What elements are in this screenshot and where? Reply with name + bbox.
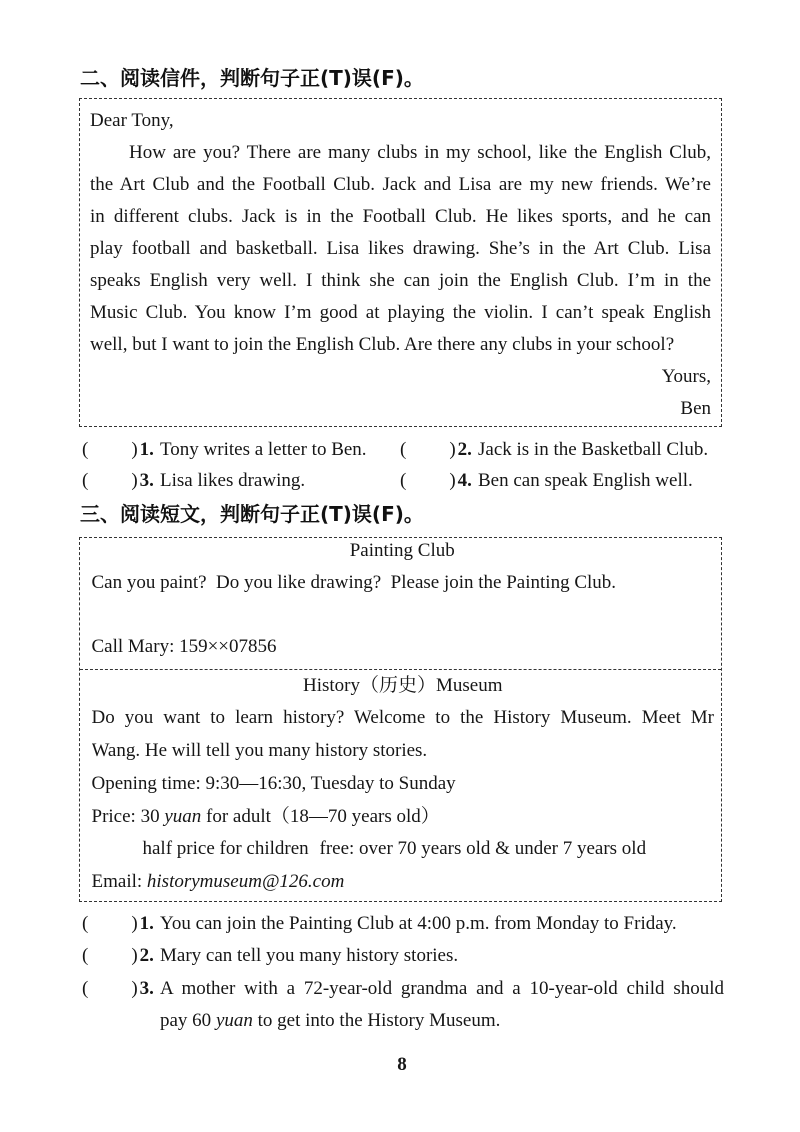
question-item [82, 434, 400, 465]
email-label: Email: [91, 871, 147, 893]
free-admission: free: over 70 years old & under 7 years old [319, 838, 647, 860]
history-museum-title: History（历史）Museum [302, 674, 503, 696]
section2-questions [82, 434, 727, 496]
history-museum-discounts [92, 833, 715, 866]
question-number: 1. [139, 913, 154, 934]
paren-open: ( [82, 913, 89, 934]
question-text-currency: yuan [215, 1009, 253, 1031]
history-museum-intro: Do you want to learn history? Welcome to the History Museum. Meet Mr [91, 707, 714, 729]
paren-close: ) [131, 977, 138, 999]
question-text-prefix: pay 60 [160, 1009, 216, 1031]
letter-signature: Ben [680, 398, 711, 419]
question-text-line: A mother with a 72-year-old grandma and a 10-year-old child should [160, 977, 724, 999]
letter-line: play football and basketball. Lisa likes drawing. She’s in the Art Club. Lisa [90, 238, 711, 259]
question-number: 3. [139, 977, 154, 999]
answer-space[interactable] [88, 940, 131, 972]
letter-line: How are you? There are many clubs in my school, like the English Club, [129, 142, 711, 163]
letter-box [79, 98, 722, 427]
question-text: Tony writes a letter to Ben. [160, 439, 367, 460]
paren-open: ( [400, 470, 407, 491]
question-item [400, 434, 708, 465]
email-address: historymuseum@126.com [146, 871, 345, 893]
question-item [82, 465, 400, 496]
paren-close: ) [449, 439, 456, 460]
price-currency: yuan [164, 805, 202, 827]
question-text: Ben can speak English well. [478, 470, 693, 491]
notice-box [79, 537, 722, 902]
paren-close: ) [131, 439, 138, 460]
question-row [82, 434, 727, 465]
paren-open: ( [82, 977, 89, 999]
answer-blank[interactable] [82, 465, 160, 496]
question-text-suffix: to get into the History Museum. [252, 1009, 501, 1031]
answer-space[interactable] [88, 908, 131, 940]
paren-open: ( [400, 439, 407, 460]
letter-line: speaks English very well. I think she can join the English Club. I’m in the [90, 270, 711, 291]
question-item [400, 465, 693, 496]
question-number: 2. [139, 945, 154, 967]
question-text-line [160, 1005, 724, 1037]
history-museum-notice [80, 669, 721, 900]
question-number: 3. [139, 470, 154, 491]
history-museum-intro: Wang. He will tell you many history stories. [91, 740, 428, 762]
answer-blank[interactable] [82, 940, 160, 972]
paren-open: ( [82, 945, 89, 967]
section2-title: 二、阅读信件，判断句子正(T)误(F)。 [80, 66, 424, 90]
question-number: 4. [457, 470, 472, 491]
question-text [160, 973, 724, 1038]
price-prefix: Price: 30 [91, 805, 165, 827]
question-item [82, 908, 724, 940]
answer-space[interactable] [88, 465, 131, 496]
question-item [82, 973, 724, 1038]
children-price: half price for children [142, 838, 309, 860]
painting-club-contact: Call Mary: 159××07856 [91, 636, 277, 657]
question-text: Lisa likes drawing. [160, 470, 306, 491]
paren-open: ( [82, 470, 89, 491]
painting-club-intro: Can you paint? Do you like drawing? Please join the Painting Club. [91, 572, 617, 593]
letter-closing: Yours, [661, 366, 711, 387]
letter-line: the Art Club and the Football Club. Jack and Lisa are my new friends. We’re [90, 174, 711, 195]
answer-blank[interactable] [400, 465, 478, 496]
history-museum-email [92, 866, 715, 899]
answer-blank[interactable] [82, 973, 160, 1005]
answer-space[interactable] [406, 434, 449, 465]
paren-close: ) [131, 945, 138, 967]
paren-close: ) [449, 470, 456, 491]
painting-club-notice [80, 538, 721, 669]
painting-club-details [92, 599, 714, 631]
history-museum-opening-time: Opening time: 9:30—16:30, Tuesday to Sunday [91, 772, 456, 794]
paren-close: ) [131, 470, 138, 491]
answer-blank[interactable] [82, 908, 160, 940]
answer-space[interactable] [88, 434, 131, 465]
painting-club-title: Painting Club [349, 540, 455, 561]
question-number: 1. [139, 439, 154, 460]
letter-greeting: Dear Tony, [90, 110, 174, 131]
question-row [82, 465, 727, 496]
section3-questions [82, 908, 724, 1037]
question-text: Jack is in the Basketball Club. [478, 439, 709, 460]
paren-open: ( [82, 439, 89, 460]
history-museum-price [92, 801, 715, 834]
answer-space[interactable] [406, 465, 449, 496]
page-number: 8 [397, 1054, 407, 1075]
letter-line: in different clubs. Jack is in the Football Club. He likes sports, and he can [90, 206, 711, 227]
question-text: Mary can tell you many history stories. [160, 945, 459, 967]
letter-line: well, but I want to join the English Club. Are there any clubs in your school? [90, 334, 675, 355]
letter-line: Music Club. You know I’m good at playing the violin. I can’t speak English [90, 302, 711, 323]
paren-close: ) [131, 913, 138, 934]
price-suffix: for adult（18—70 years old） [201, 805, 440, 827]
question-text: You can join the Painting Club at 4:00 p.m. from Monday to Friday. [160, 913, 677, 934]
answer-blank[interactable] [82, 434, 160, 465]
question-item [82, 940, 724, 972]
answer-blank[interactable] [400, 434, 478, 465]
question-number: 2. [457, 439, 472, 460]
section3-title: 三、阅读短文，判断句子正(T)误(F)。 [80, 502, 424, 526]
answer-space[interactable] [88, 973, 131, 1005]
